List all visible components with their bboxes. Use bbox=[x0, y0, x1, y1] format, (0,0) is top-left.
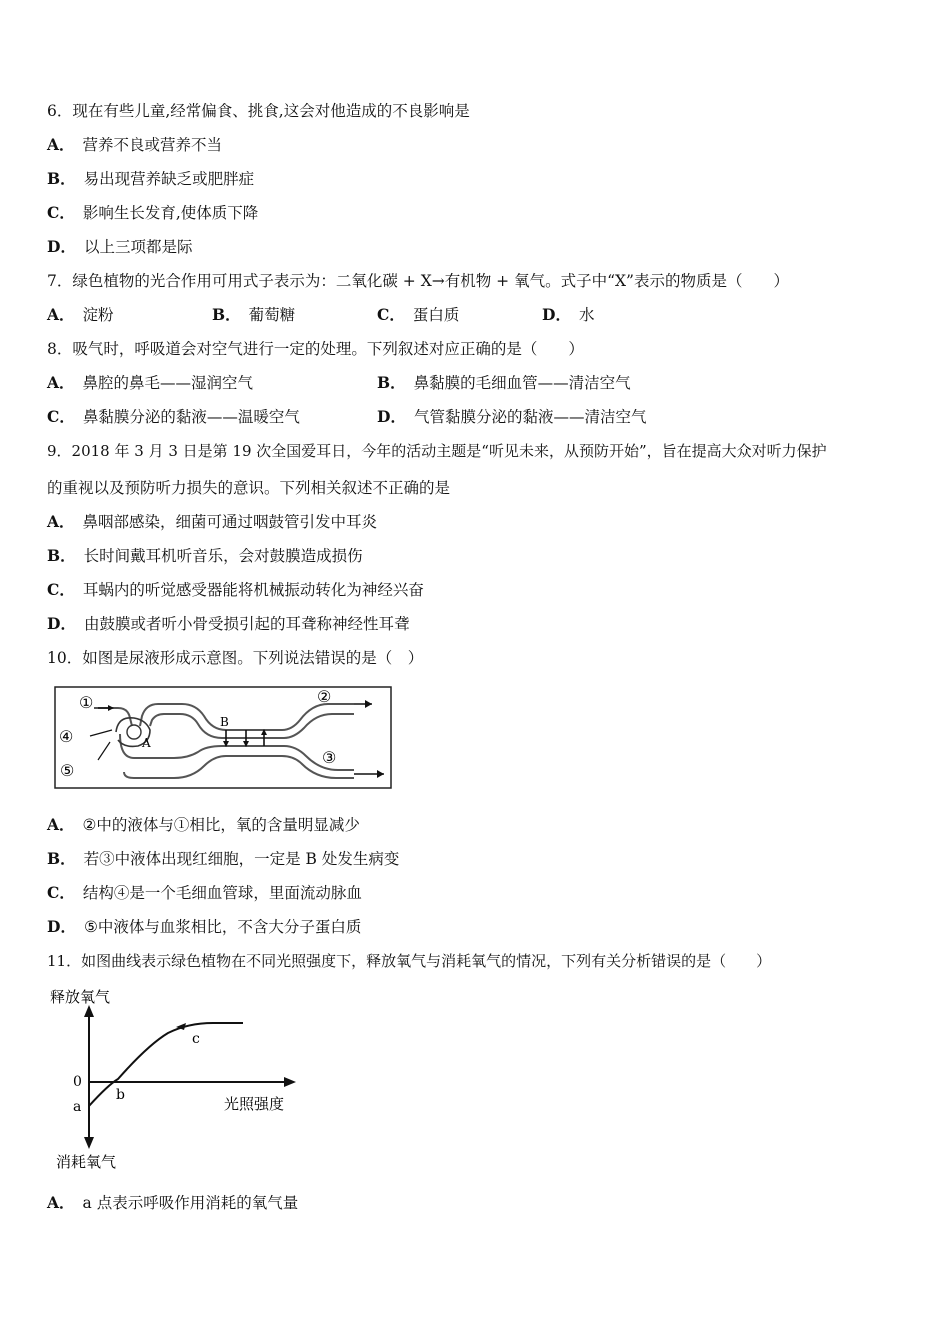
oxygen-curve-svg bbox=[48, 985, 308, 1170]
option-text: 水 bbox=[578, 306, 595, 324]
q9-option-c[interactable] bbox=[47, 580, 424, 600]
option-label: A． bbox=[47, 1193, 75, 1212]
option-text: 结构④是一个毛细血管球，里面流动脉血 bbox=[82, 884, 362, 902]
x-axis-label: 光照强度 bbox=[224, 1095, 285, 1113]
y-bottom-label: 消耗氧气 bbox=[56, 1153, 117, 1170]
option-text: 由鼓膜或者听小骨受损引起的耳聋称神经性耳聋 bbox=[83, 615, 410, 633]
option-label: B． bbox=[377, 373, 406, 392]
option-text: 若③中液体出现红细胞，一定是 B 处发生病变 bbox=[83, 850, 400, 868]
q6-option-b[interactable] bbox=[47, 169, 254, 189]
option-label: A． bbox=[47, 373, 75, 392]
upper-vessel-inner bbox=[150, 714, 354, 738]
q8-option-a[interactable] bbox=[47, 373, 253, 393]
option-text: 鼻黏膜的毛细血管——清洁空气 bbox=[413, 374, 631, 392]
q9-stem-line1: 9．2018 年 3 月 3 日是第 19 次全国爱耳日，今年的活动主题是“听见未来，从预防开始”，旨在提高大众对听力保护 bbox=[47, 442, 827, 460]
option-text: a 点表示呼吸作用消耗的氧气量 bbox=[82, 1194, 299, 1212]
nephron-diagram-svg bbox=[54, 686, 392, 789]
q8-option-d[interactable] bbox=[377, 407, 646, 427]
q6-option-c[interactable] bbox=[47, 203, 258, 223]
option-text: 长时间戴耳机听音乐，会对鼓膜造成损伤 bbox=[83, 547, 363, 565]
q10-option-d[interactable] bbox=[47, 917, 361, 937]
q6-stem: 6．现在有些儿童,经常偏食、挑食,这会对他造成的不良影响是 bbox=[47, 102, 470, 120]
label-b: B bbox=[220, 715, 229, 729]
point-b-label: b bbox=[116, 1087, 125, 1103]
q11-option-a[interactable] bbox=[47, 1193, 298, 1213]
option-text: 淀粉 bbox=[82, 306, 114, 324]
option-text: 气管黏膜分泌的黏液——清洁空气 bbox=[413, 408, 647, 426]
label-4: ④ bbox=[59, 727, 74, 746]
option-label: D． bbox=[47, 917, 76, 936]
q8-option-b[interactable] bbox=[377, 373, 631, 393]
label-5: ⑤ bbox=[60, 761, 75, 780]
q9-option-d[interactable] bbox=[47, 614, 409, 634]
q10-option-b[interactable] bbox=[47, 849, 399, 869]
q10-option-c[interactable] bbox=[47, 883, 362, 903]
pointer-4 bbox=[90, 730, 112, 736]
pointer-5 bbox=[98, 742, 110, 760]
label-1: ① bbox=[79, 693, 94, 712]
tubule-inner bbox=[124, 756, 354, 778]
y-top-label: 释放氧气 bbox=[50, 988, 111, 1006]
option-text: ⑤中液体与血浆相比，不含大分子蛋白质 bbox=[83, 918, 362, 936]
q8-stem: 8．吸气时，呼吸道会对空气进行一定的处理。下列叙述对应正确的是（ ） bbox=[47, 340, 584, 358]
option-text: 鼻腔的鼻毛——湿润空气 bbox=[82, 374, 254, 392]
label-3: ③ bbox=[322, 748, 337, 767]
x-axis-arrow bbox=[284, 1077, 296, 1087]
option-label: C． bbox=[47, 407, 75, 426]
q8-option-c[interactable] bbox=[47, 407, 300, 427]
oxygen-curve bbox=[89, 1023, 243, 1106]
option-label: B． bbox=[47, 169, 76, 188]
glomerulus-ball bbox=[127, 725, 141, 739]
tubule-outer bbox=[120, 734, 354, 770]
option-text: 蛋白质 bbox=[412, 306, 460, 324]
point-c-label: c bbox=[192, 1031, 200, 1047]
option-text: 鼻咽部感染，细菌可通过咽鼓管引发中耳炎 bbox=[82, 513, 378, 531]
q9-option-b[interactable] bbox=[47, 546, 363, 566]
q7-option-a[interactable] bbox=[47, 305, 114, 325]
nephron-diagram bbox=[54, 686, 392, 789]
q7-option-d[interactable] bbox=[542, 305, 594, 325]
q9-stem-line2: 的重视以及预防听力损失的意识。下列相关叙述不正确的是 bbox=[47, 479, 451, 497]
option-label: A． bbox=[47, 135, 75, 154]
option-text: ②中的液体与①相比，氧的含量明显减少 bbox=[82, 816, 360, 834]
q9-option-a[interactable] bbox=[47, 512, 377, 532]
q10-option-a[interactable] bbox=[47, 815, 360, 835]
option-text: 营养不良或营养不当 bbox=[82, 136, 223, 154]
q6-option-a[interactable] bbox=[47, 135, 222, 155]
option-label: A． bbox=[47, 512, 75, 531]
option-label: D． bbox=[542, 305, 571, 324]
option-text: 鼻黏膜分泌的黏液——温暖空气 bbox=[82, 408, 300, 426]
option-text: 影响生长发育,使体质下降 bbox=[82, 204, 259, 222]
q7-option-b[interactable] bbox=[212, 305, 295, 325]
arrowhead-2 bbox=[365, 700, 372, 708]
option-label: D． bbox=[47, 614, 76, 633]
option-label: B． bbox=[212, 305, 241, 324]
option-label: C． bbox=[47, 580, 75, 599]
option-label: A． bbox=[47, 815, 75, 834]
point-a-label: a bbox=[73, 1099, 82, 1115]
afferent-vessel bbox=[94, 708, 132, 726]
label-2: ② bbox=[317, 687, 332, 706]
y-axis-arrow-up bbox=[84, 1005, 94, 1017]
q6-option-d[interactable] bbox=[47, 237, 192, 257]
arrowhead-3 bbox=[377, 770, 384, 778]
q10-stem: 10．如图是尿液形成示意图。下列说法错误的是（ ） bbox=[47, 649, 424, 667]
upper-vessel-outer bbox=[140, 704, 354, 730]
option-label: C． bbox=[377, 305, 405, 324]
option-label: D． bbox=[377, 407, 406, 426]
option-text: 耳蜗内的听觉感受器能将机械振动转化为神经兴奋 bbox=[82, 581, 424, 599]
option-text: 葡萄糖 bbox=[248, 306, 296, 324]
option-label: B． bbox=[47, 546, 76, 565]
q7-option-c[interactable] bbox=[377, 305, 459, 325]
oxygen-curve-figure bbox=[48, 985, 308, 1170]
y-axis-arrow-down bbox=[84, 1137, 94, 1149]
option-label: A． bbox=[47, 305, 75, 324]
option-text: 以上三项都是际 bbox=[83, 238, 193, 256]
option-label: C． bbox=[47, 203, 75, 222]
option-label: C． bbox=[47, 883, 75, 902]
label-a: A bbox=[142, 736, 151, 750]
arrowhead-1 bbox=[108, 705, 114, 711]
q7-stem: 7．绿色植物的光合作用可用式子表示为：二氧化碳 + X→有机物 + 氧气。式子中“X”表示的物质是（ ） bbox=[47, 272, 789, 290]
option-label: B． bbox=[47, 849, 76, 868]
option-label: D． bbox=[47, 237, 76, 256]
q11-stem: 11．如图曲线表示绿色植物在不同光照强度下，释放氧气与消耗氧气的情况，下列有关分析错误的是（ ） bbox=[47, 952, 772, 970]
option-text: 易出现营养缺乏或肥胖症 bbox=[83, 170, 255, 188]
origin-label: 0 bbox=[73, 1074, 82, 1090]
